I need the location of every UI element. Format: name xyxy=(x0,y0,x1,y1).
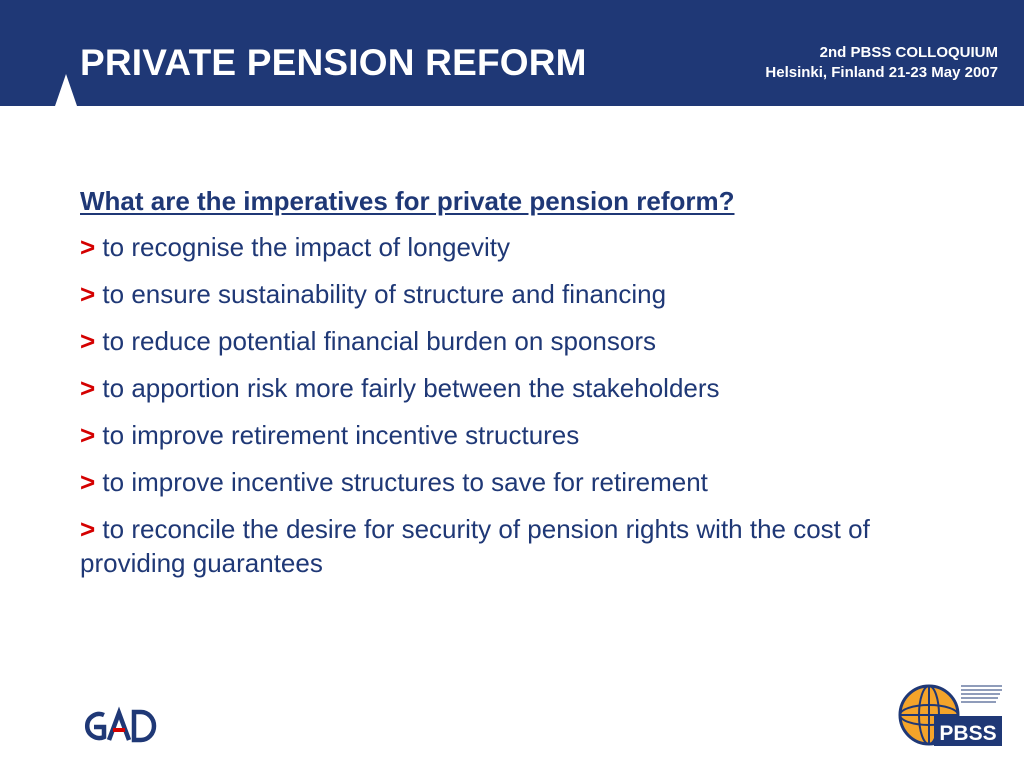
bullet-text: to apportion risk more fairly between the stakeholders xyxy=(102,373,720,403)
bullet-text: to ensure sustainability of structure and financing xyxy=(102,279,667,309)
svg-text:PBSS: PBSS xyxy=(939,722,997,745)
bullet-marker: > xyxy=(80,420,96,450)
gad-logo xyxy=(80,706,160,746)
bullet-item xyxy=(80,371,980,405)
bullet-text: to recognise the impact of longevity xyxy=(102,232,510,262)
bullet-text: to reduce potential financial burden on sponsors xyxy=(102,326,657,356)
bullet-item xyxy=(80,512,980,580)
slide-title: PRIVATE PENSION REFORM xyxy=(80,42,587,83)
bullet-list xyxy=(80,230,980,580)
bullet-text: to reconcile the desire for security of pension rights with the cost of providing guarantees xyxy=(80,514,870,578)
bullet-item xyxy=(80,277,980,311)
bullet-marker: > xyxy=(80,514,96,544)
bullet-marker: > xyxy=(80,373,96,403)
header-notch xyxy=(0,0,80,106)
header-bar xyxy=(0,0,1024,106)
bullet-marker: > xyxy=(80,326,96,356)
bullet-text: to improve retirement incentive structures xyxy=(102,420,580,450)
event-info xyxy=(765,43,998,83)
bullet-marker: > xyxy=(80,232,96,262)
slide-content xyxy=(80,182,980,593)
bullet-text: to improve incentive structures to save for retirement xyxy=(102,467,708,497)
question-heading: What are the imperatives for private pension reform? xyxy=(80,186,735,216)
pbss-logo xyxy=(896,680,1006,750)
bullet-item xyxy=(80,230,980,264)
event-location-date: Helsinki, Finland 21-23 May 2007 xyxy=(765,64,998,81)
bullet-item xyxy=(80,465,980,499)
bullet-marker: > xyxy=(80,467,96,497)
bullet-marker: > xyxy=(80,279,96,309)
event-name: 2nd PBSS COLLOQUIUM xyxy=(819,44,998,61)
bullet-item xyxy=(80,418,980,452)
bullet-item xyxy=(80,324,980,358)
